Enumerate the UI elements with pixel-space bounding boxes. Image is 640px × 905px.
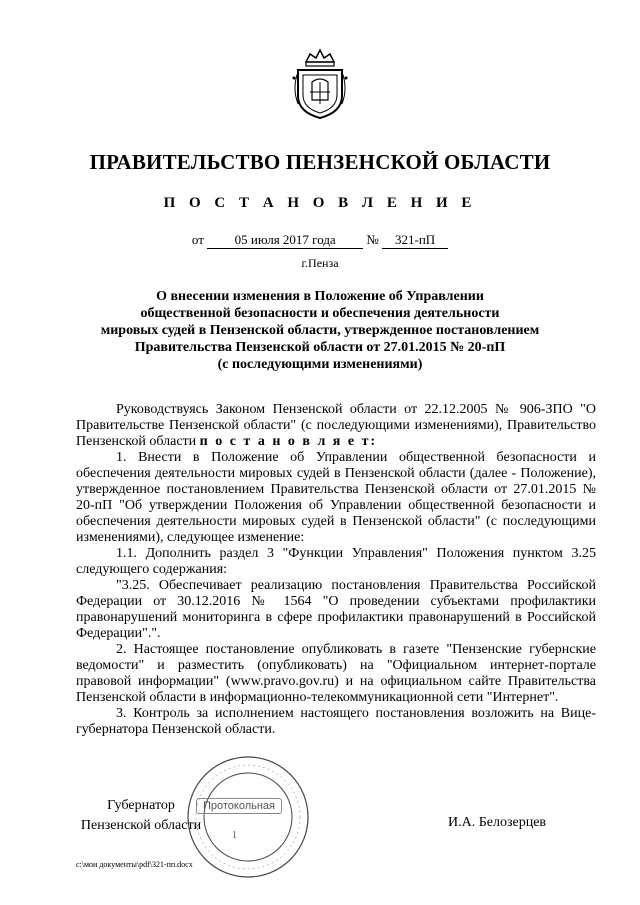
document-date: 05 июля 2017 года [207,232,363,249]
stamp-number: 1 [232,830,237,841]
stamp-label: Протокольная [196,798,282,814]
title-line: Правительства Пензенской области от 27.01.2015 № 20-пП [134,340,506,355]
signatory-name: И.А. Белозерцев [448,815,547,830]
file-path-footer: c:\мои документы\pdf\321-пп.docx [76,860,193,869]
item-3: 3. Контроль за исполнением настоящего постановления возложить на Вице-губернатора Пензенской области. [76,706,596,737]
signatory-title-line: Пензенской области [80,818,202,833]
title-line: О внесении изменения в Положение об Управлении [156,289,484,304]
date-number-line [0,232,640,249]
document-type: П О С Т А Н О В Л Е Н И Е [163,195,477,211]
item-2: 2. Настоящее постановление опубликовать в газете "Пензенские губернские ведомости" и разместить (опубликовать) на "Официальном интернет-портале правовой информации" (www.pravo.gov.ru) и на официальном сайте Правительства Пензенской области в информационно-телекоммуникационной сети "Интернет". [76,642,596,705]
date-prefix: от [191,232,204,247]
signatory-title [76,796,206,836]
organization-title: ПРАВИТЕЛЬСТВО ПЕНЗЕНСКОЙ ОБЛАСТИ [89,150,551,174]
number-sign: № [366,232,379,247]
document-body [76,402,596,738]
document-title [100,288,540,373]
title-line: (с последующими изменениями) [217,357,423,372]
coat-of-arms-icon [292,48,348,120]
item-1: 1. Внести в Положение об Управлении общественной безопасности и обеспечения деятельности мировых судей в Пензенской области (далее - Положение), утвержденное постановлением Правительства Пензенской области от 27.01.2015 № 20-пП "Об утверждении Положения об Управлении общественной безопасности и обеспечения деятельности мировых судей в Пензенской области" (с последующими изменениями), следующее изменение: [76,450,596,545]
city: г.Пенза [301,256,339,270]
quoted-text: "3.25. Обеспечивает реализацию постановления Правительства Российской Федерации от 30.12.2016 № 1564 "О проведении субъектами профилактики правонарушений мониторинга в сфере профилактики правонарушений в Российской Федерации".". [76,578,596,641]
preamble-paragraph [76,402,596,450]
title-line: мировых судей в Пензенской области, утвержденное постановлением [100,323,540,338]
signatory-title-line: Губернатор [107,798,175,813]
title-line: общественной безопасности и обеспечения деятельности [140,306,500,321]
item-1-1: 1.1. Дополнить раздел 3 "Функции Управления" Положения пунктом 3.25 следующего содержания: [76,546,596,577]
decree-word: п о с т а н о в л я е т: [199,434,378,449]
document-number: 321-пП [382,232,448,249]
preamble-text: Руководствуясь Законом Пензенской области от 22.12.2005 № 906-ЗПО "О Правительстве Пензенской области" (с последующими изменениями), Правительство Пензенской области [76,402,596,449]
